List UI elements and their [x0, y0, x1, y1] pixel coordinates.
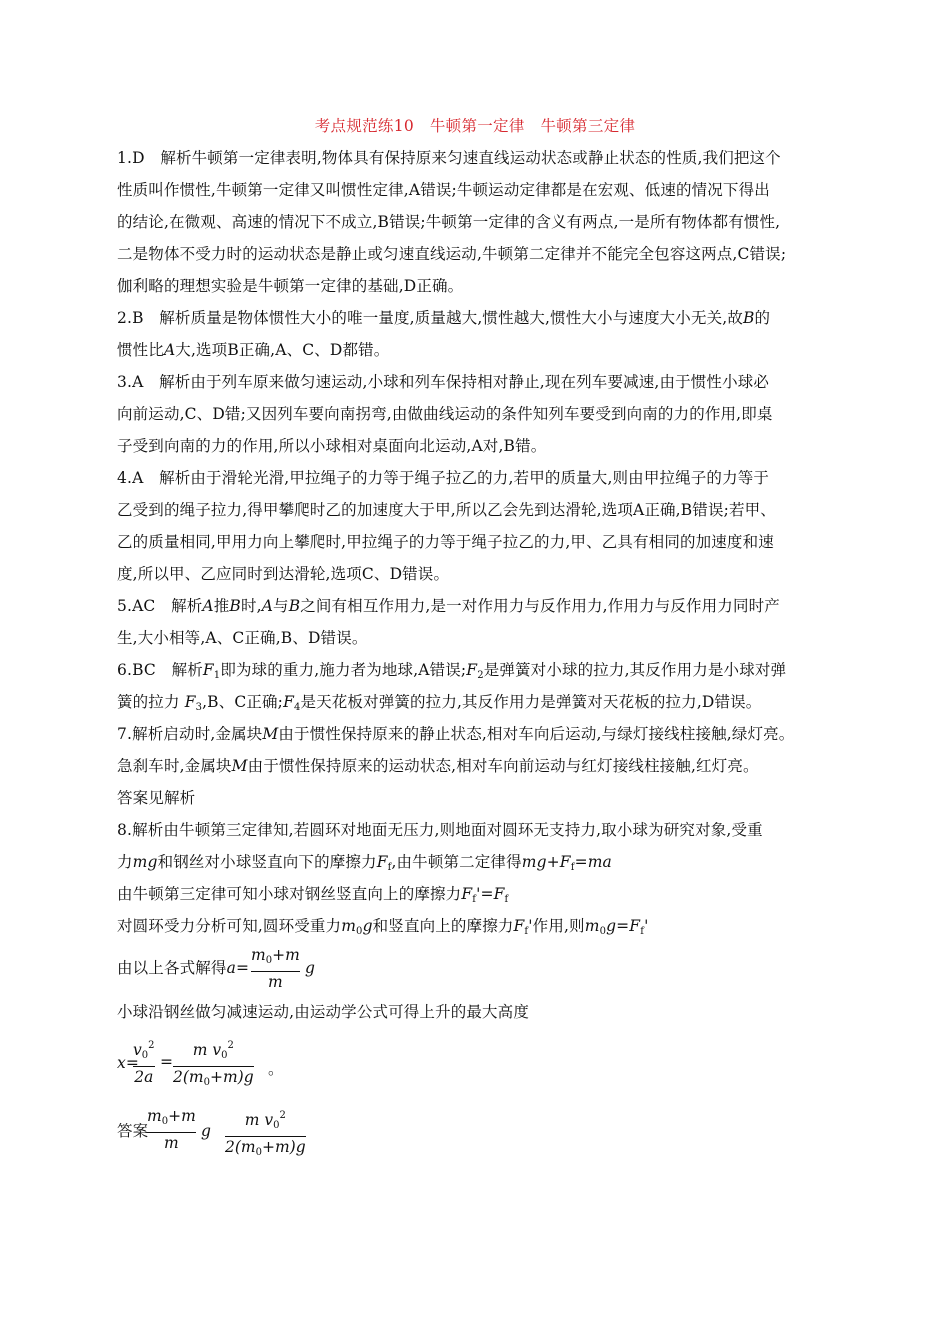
q1-line-1: 1.D 解析牛顿第一定律表明,物体具有保持原来匀速直线运动状态或静止状态的性质,我们把这个: [117, 149, 781, 167]
q5-line-2: 生,大小相等,A、C正确,B、D错误。: [117, 629, 368, 647]
q2-line-1: 2.B 解析质量是物体惯性大小的唯一量度,质量越大,惯性越大,惯性大小与速度大小无关,故B的: [117, 309, 771, 327]
answer-fraction-max-height: m $v0^2$ 2(m0+m)g: [225, 1110, 306, 1158]
equals-sign: =: [160, 1053, 174, 1071]
q7-line-2: 急刹车时,金属块M由于惯性保持原来的运动状态,相对车向前运动与红灯接线柱接触,红灯亮。: [117, 757, 759, 775]
fraction-acceleration: m0+m m: [251, 946, 300, 991]
q8-line-5: 由以上各式解得a=: [117, 959, 250, 977]
q4-line-1: 4.A 解析由于滑轮光滑,甲拉绳子的力等于绳子拉乙的力,若甲的质量大,则由甲拉绳子的力等于: [117, 469, 770, 487]
q8-line-2: 力mg和钢丝对小球竖直向下的摩擦力$F_f$,由牛顿第二定律得$mg+F_f=ma$: [117, 853, 612, 873]
q6-line-1: 6.BC 解析$F_1$即为球的重力,施力者为地球,A错误$;F_2$是弹簧对小球的拉力,其反作用力是小球对弹: [117, 661, 787, 681]
q8-line-6: 小球沿钢丝做匀减速运动,由运动学公式可得上升的最大高度: [117, 1003, 529, 1021]
q5-line-1: 5.AC 解析A推B时,A与B之间有相互作用力,是一对作用力与反作用力,作用力与反作用力同时产: [117, 597, 780, 615]
q8-line-3: 由牛顿第三定律可知小球对钢丝竖直向上的摩擦力$F_f'=F_f$: [117, 885, 509, 905]
period: 。: [268, 1060, 284, 1078]
q3-line-1: 3.A 解析由于列车原来做匀速运动,小球和列车保持相对静止,现在列车要减速,由于惯性小球必: [117, 373, 770, 391]
answer-fraction-acceleration: m0+m m: [147, 1107, 196, 1152]
q4-line-4: 度,所以甲、乙应同时到达滑轮,选项C、D错误。: [117, 565, 450, 583]
answer-g-symbol: g: [201, 1122, 212, 1140]
q1-line-5: 伽利略的理想实验是牛顿第一定律的基础,D正确。: [117, 277, 464, 295]
q1-line-2: 性质叫作惯性,牛顿第一定律又叫惯性定律,A错误;牛顿运动定律都是在宏观、低速的情况下得出: [117, 181, 770, 199]
q4-line-2: 乙受到的绳子拉力,得甲攀爬时乙的加速度大于甲,所以乙会先到达滑轮,选项A正确,B错误;若甲、: [117, 501, 776, 519]
q3-line-3: 子受到向南的力的作用,所以小球相对桌面向北运动,A对,B错。: [117, 437, 547, 455]
q1-line-4: 二是物体不受力时的运动状态是静止或匀速直线运动,牛顿第二定律并不能完全包容这两点,C错误;: [117, 245, 787, 263]
fraction-max-height: m $v0^2$ 2(m0+m)g: [173, 1040, 254, 1088]
page-title: 考点规范练10 牛顿第一定律 牛顿第三定律: [314, 117, 636, 135]
q7-line-1: 7.解析启动时,金属块M由于惯性保持原来的静止状态,相对车向后运动,与绿灯接线柱接触,绿灯亮。: [117, 725, 795, 743]
fraction-v0-squared-over-2a: $v0^2$ 2a: [133, 1040, 155, 1086]
q1-line-3: 的结论,在微观、高速的情况下不成立,B错误;牛顿第一定律的含义有两点,一是所有物体都有惯性,: [117, 213, 781, 231]
q7-answer: 答案见解析: [117, 789, 196, 807]
q3-line-2: 向前运动,C、D错;又因列车要向南拐弯,由做曲线运动的条件知列车要受到向南的力的作用,即桌: [117, 405, 773, 423]
q8-line-4: 对圆环受力分析可知,圆环受重力$m_0g$和竖直向上的摩擦力$F_f'$作用,则$m_0g=F_f'$: [117, 917, 649, 937]
x-equals: x=: [117, 1054, 140, 1072]
q8-answer-label: 答案: [117, 1122, 149, 1140]
q6-line-2: 簧的拉力 $F_3,B$、C正确$;F_4$是天花板对弹簧的拉力,其反作用力是弹簧对天花板的拉力,D错误。: [117, 693, 762, 713]
q8-line-1: 8.解析由牛顿第三定律知,若圆环对地面无压力,则地面对圆环无支持力,取小球为研究对象,受重: [117, 821, 763, 839]
g-symbol: g: [305, 959, 316, 977]
q2-line-2: 惯性比A大,选项B正确,A、C、D都错。: [117, 341, 390, 359]
q4-line-3: 乙的质量相同,甲用力向上攀爬时,甲拉绳子的力等于绳子拉乙的力,甲、乙具有相同的加速度和速: [117, 533, 774, 551]
